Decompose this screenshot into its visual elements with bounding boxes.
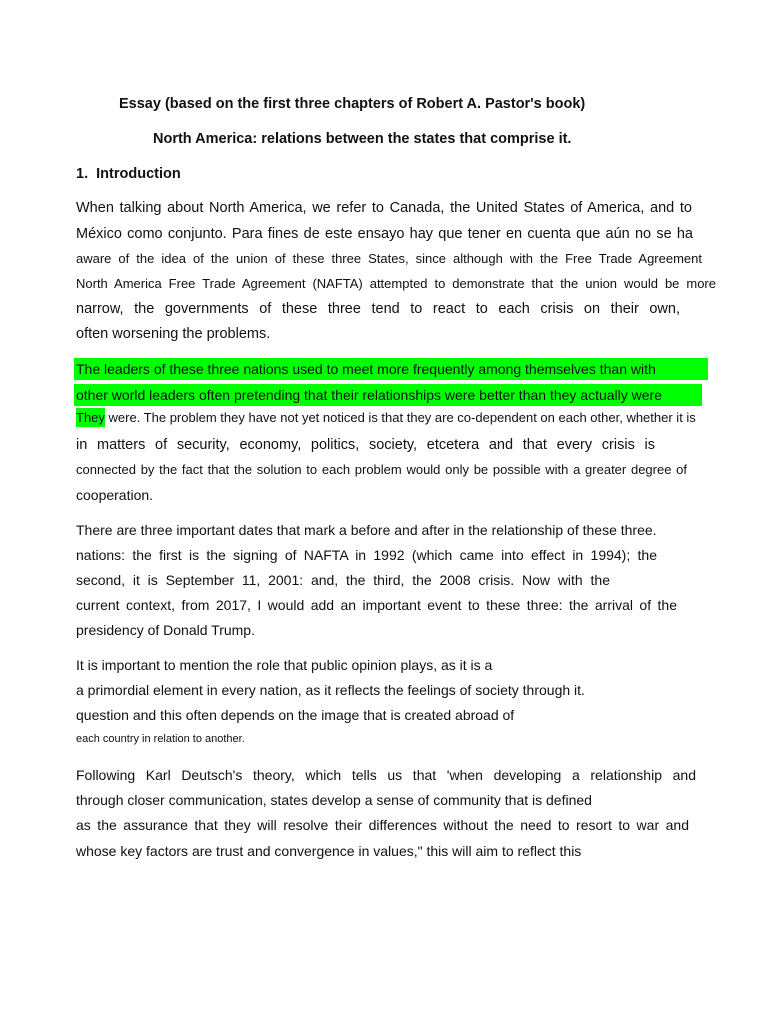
p2-line: cooperation.	[76, 487, 154, 503]
p3-line: nations: the first is the signing of NAFTA in 1992 (which came into effect in 1994); the	[76, 547, 657, 563]
p2-line	[76, 411, 696, 424]
p4-line: It is important to mention the role that public opinion plays, as it is a	[76, 657, 493, 673]
p3-line: current context, from 2017, I would add an important event to these three: the arrival of the	[76, 597, 677, 613]
p3-line: presidency of Donald Trump.	[76, 622, 255, 638]
p2-line-rest: were. The problem they have not yet noticed is that they are co-dependent on each other, whether it is	[104, 410, 696, 425]
p5-line: whose key factors are trust and convergence in values," this will aim to reflect this	[76, 843, 582, 859]
p3-line: second, it is September 11, 2001: and, the third, the 2008 crisis. Now with the	[76, 572, 610, 588]
section-heading	[76, 167, 181, 182]
p1-line: often worsening the problems.	[76, 326, 271, 342]
section-title: Introduction	[96, 166, 181, 182]
p3-line: There are three important dates that mark a before and after in the relationship of these three.	[76, 522, 657, 538]
p2-line: connected by the fact that the solution to each problem would only be possible with a greater degree of	[76, 462, 687, 477]
p1-line: North America Free Trade Agreement (NAFTA) attempted to demonstrate that the union would be more	[76, 276, 716, 291]
p4-line: question and this often depends on the image that is created abroad of	[76, 707, 515, 723]
highlighted-sentence-line: The leaders of these three nations used to meet more frequently among themselves than with	[76, 361, 656, 377]
p1-line: narrow, the governments of these three tend to react to each crisis on their own,	[76, 301, 680, 317]
essay-subtitle: North America: relations between the states that comprise it.	[153, 131, 572, 147]
essay-title: Essay (based on the first three chapters of Robert A. Pastor's book)	[119, 96, 586, 112]
p4-line: a primordial element in every nation, as it reflects the feelings of society through it.	[76, 682, 585, 698]
p5-line: through closer communication, states develop a sense of community that is defined	[76, 792, 592, 808]
p5-line: Following Karl Deutsch's theory, which tells us that 'when developing a relationship and	[76, 767, 696, 783]
p1-line: aware of the idea of the union of these three States, since although with the Free Trade Agreement	[76, 251, 702, 266]
p2-line: in matters of security, economy, politics, society, etcetera and that every crisis is	[76, 437, 655, 453]
highlighted-word: They	[76, 410, 105, 425]
p1-line: México como conjunto. Para fines de este ensayo hay que tener en cuenta que aún no se ha	[76, 226, 693, 242]
p1-line: When talking about North America, we refer to Canada, the United States of America, and to	[76, 200, 692, 216]
section-number: 1.	[76, 166, 89, 182]
highlighted-sentence-line: other world leaders often pretending that their relationships were better than they actually were	[76, 387, 663, 403]
p4-line: each country in relation to another.	[76, 733, 245, 745]
p5-line: as the assurance that they will resolve their differences without the need to resort to war and	[76, 817, 689, 833]
